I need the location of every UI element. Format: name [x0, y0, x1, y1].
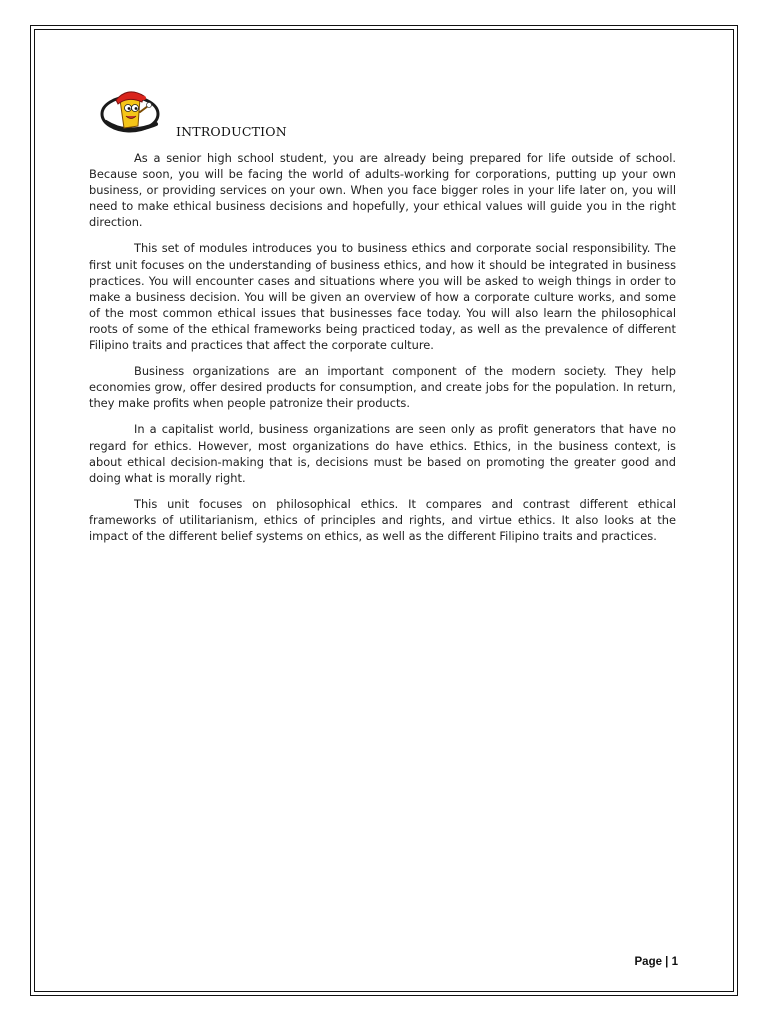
- page-number: Page | 1: [634, 956, 678, 968]
- paragraph: As a senior high school student, you are already being prepared for life outside of school. Because soon, you will be facing the world of adults-working for corporations, putting up your own business, or providing services on your own. When you face bigger roles in your life later on, you will need to make ethical business decisions and hopefully, your ethical values will guide you in the right direction.: [89, 151, 676, 230]
- section-heading: INTRODUCTION: [176, 124, 287, 139]
- paragraph: Business organizations are an important component of the modern society. They help economies grow, offer desired products for consumption, and create jobs for the population. In return, they make profits when people patronize their products.: [89, 364, 676, 411]
- pencil-mascot-icon: [98, 86, 176, 136]
- paragraph: This set of modules introduces you to business ethics and corporate social responsibility. The first unit focuses on the understanding of business ethics, and how it should be integrated in business practices. You will encounter cases and situations where you will be asked to weigh things in order to make a business decision. You will be given an overview of how a corporate culture works, and some of the most common ethical issues that businesses face today. You will also learn the philosophical roots of some of the ethical frameworks being practiced today, as well as the prevalence of different Filipino traits and practices that affect the corporate culture.: [89, 241, 676, 353]
- paragraph: This unit focuses on philosophical ethics. It compares and contrast different ethical frameworks of utilitarianism, ethics of principles and rights, and virtue ethics. It also looks at the impact of the different belief systems on ethics, as well as the different Filipino traits and practices.: [89, 496, 676, 543]
- body-text: [89, 150, 676, 554]
- paragraph: In a capitalist world, business organizations are seen only as profit generators that have no regard for ethics. However, most organizations do have ethics. Ethics, in the business context, is about ethical decision-making that is, decisions must be based on promoting the greater good and doing what is morally right.: [89, 422, 676, 485]
